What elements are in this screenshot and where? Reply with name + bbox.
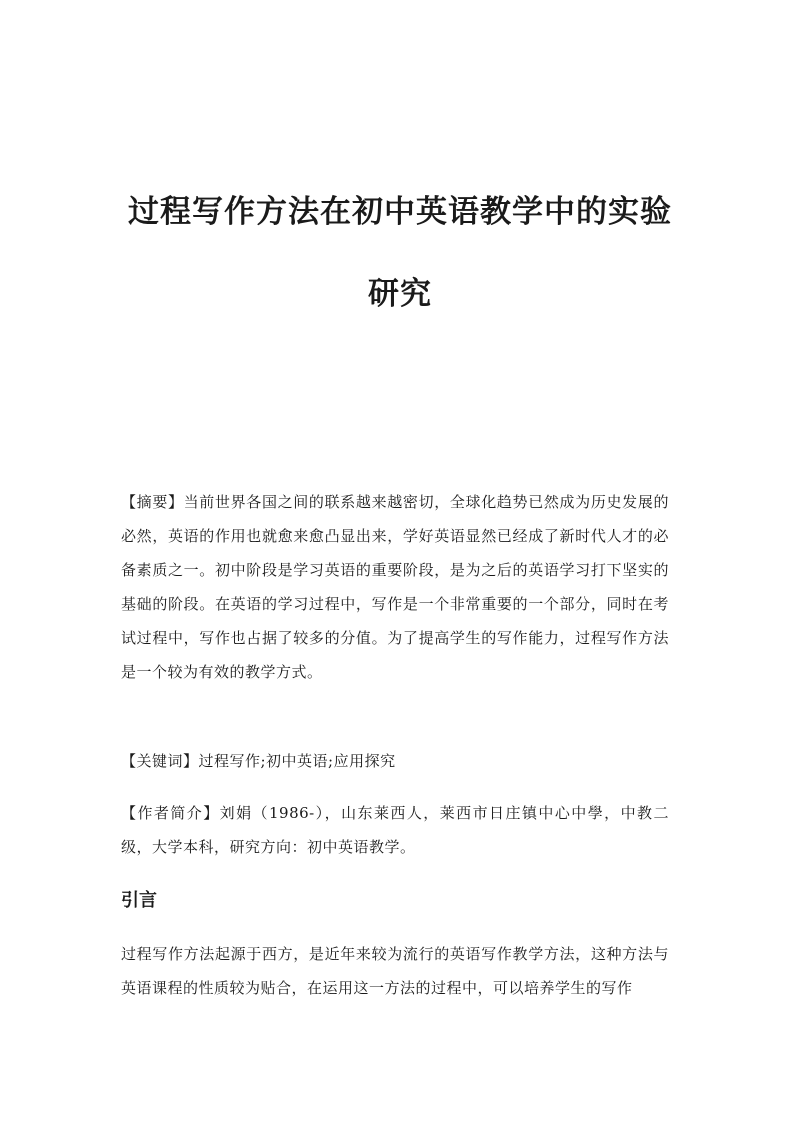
abstract-paragraph: 【摘要】当前世界各国之间的联系越来越密切，全球化趋势已然成为历史发展的必然，英语的作用也就愈来愈凸显出来，学好英语显然已经成了新时代人才的必备素质之一。初中阶段是学习英语的重要阶段，是为之后的英语学习打下坚实的基础的阶段。在英语的学习过程中，写作是一个非常重要的一个部分，同时在考试过程中，写作也占据了较多的分值。为了提高学生的写作能力，过程写作方法是一个较为有效的教学方式。 — [121, 493, 669, 681]
author-bio-paragraph: 【作者简介】刘娟（1986-），山东莱西人，莱西市日庄镇中心中學，中教二级，大学本科，研究方向：初中英语教学。 — [121, 804, 669, 856]
paper-title-line-1: 过程写作方法在初中英语教学中的实验 — [128, 194, 672, 230]
introduction-heading: 引言 — [121, 890, 157, 911]
paper-title-line-2: 研究 — [368, 276, 432, 312]
keywords-paragraph: 【关键词】过程写作;初中英语;应用探究 — [121, 752, 396, 770]
introduction-paragraph: 过程写作方法起源于西方，是近年来较为流行的英语写作教学方法，这种方法与英语课程的性质较为贴合，在运用这一方法的过程中，可以培养学生的写作 — [121, 945, 669, 997]
